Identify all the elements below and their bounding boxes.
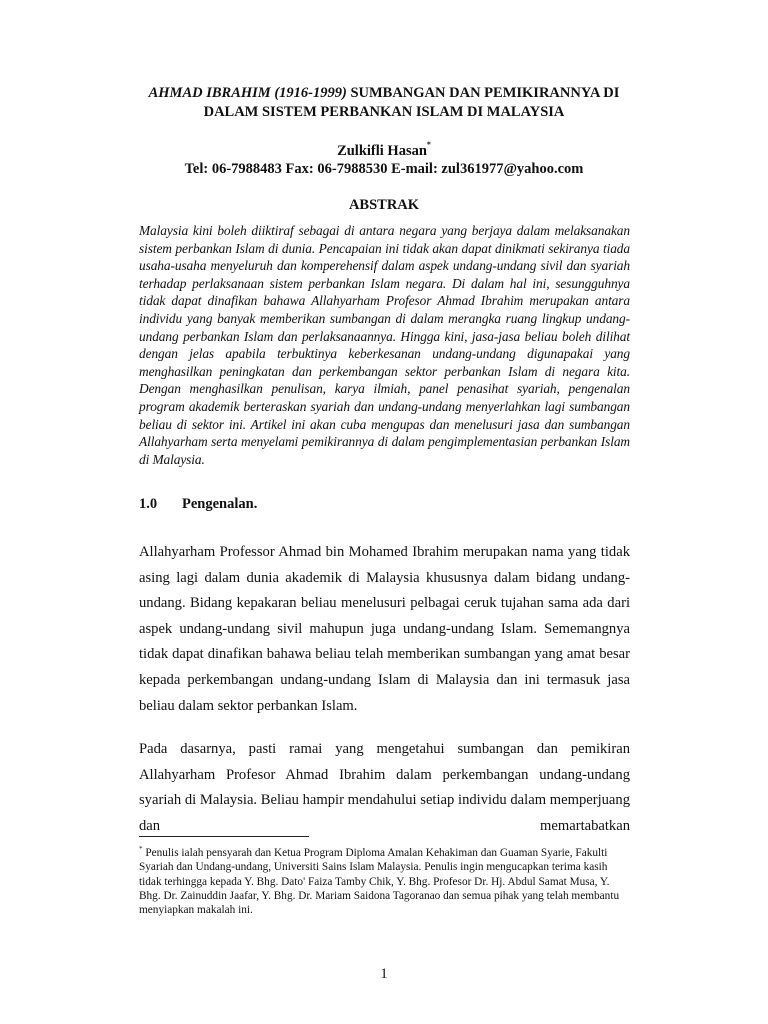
paragraph-2: Pada dasarnya, pasti ramai yang mengetahui sumbangan dan pemikiran Allahyarham Profesor Ahmad Ibrahim dalam perkembangan undang-undang syariah di Malaysia. Beliau hampir mendahului setiap individu dalam memperjuang dan memartabatkan <box>139 741 630 834</box>
section-title: Pengenalan. <box>182 496 258 512</box>
title-italic-part: AHMAD IBRAHIM (1916-1999) <box>148 85 347 101</box>
author-footnote-mark: * <box>426 140 431 149</box>
footnote <box>139 842 630 918</box>
abstract-text: Malaysia kini boleh diiktiraf sebagai di antara negara yang berjaya dalam melaksanakan sistem perbankan Islam di dunia. Pencapaian ini tidak akan dapat dinikmati sekiranya tiada usaha-usaha menyeluruh dan komperehensif dalam aspek undang-undang sivil dan syariah terhadap perlaksanaan sistem perbankan Islam negara. Di dalam hal ini, sesungguhnya tidak dapat dinafikan bahawa Allahyarham Profesor Ahmad Ibrahim merupakan antara individu yang banyak memberikan sumbangan di dalam merangka ruang lingkup undang-undang perbankan Islam dan perlaksanaannya. Hingga kini, jasa-jasa beliau boleh dilihat dengan jelas apabila terbuktinya keberkesanan undang-undang digunapakai yang menghasilkan peningkatan dan perkembangan sektor perbankan Islam di negara kita. Dengan menghasilkan penulisan, karya ilmiah, panel penasihat syariah, pengenalan program akademik berteraskan syariah dan undang-undang menyerlahkan lagi sumbangan beliau di sektor ini. Artikel ini akan cuba mengupas dan menelusuri jasa dan sumbangan Allahyarham serta menyelami pemikirannya di dalam pengimplementasian perbankan Islam di Malaysia. <box>139 223 630 467</box>
footnote-text: Penulis ialah pensyarah dan Ketua Program Diploma Amalan Kehakiman dan Guaman Syarie, Fakulti Syariah dan Undang-undang, Universiti Sains Islam Malaysia. Penulis ingin mengucapkan terima kasih tidak terhingga kepada Y. Bhg. Dato' Faiza Tamby Chik, Y. Bhg. Profesor Dr. Hj. Abdul Samat Musa, Y. Bhg. Dr. Zainuddin Jaafar, Y. Bhg. Dr. Mariam Saidona Tagoranao dan semua pihak yang telah membantu menyiapkan makalah ini. <box>139 846 620 917</box>
abstract-heading: ABSTRAK <box>348 197 420 213</box>
section-number: 1.0 <box>139 496 158 512</box>
title-line2: DALAM SISTEM PERBANKAN ISLAM DI MALAYSIA <box>203 104 565 120</box>
page-number: 1 <box>380 966 388 982</box>
footnote-mark: * <box>139 845 143 853</box>
paragraph-1: Allahyarham Professor Ahmad bin Mohamed Ibrahim merupakan nama yang tidak asing lagi dalam dunia akademik di Malaysia khususnya dalam bidang undang-undang. Bidang kepakaran beliau menelusuri pelbagai ceruk tujahan sama ada dari aspek undang-undang sivil mahupun juga undang-undang Islam. Sememangnya tidak dapat dinafikan bahawa beliau telah memberikan sumbangan yang amat besar kepada perkembangan undang-undang Islam di Malaysia dan ini termasuk jasa beliau dalam sektor perbankan Islam. <box>139 544 630 714</box>
title-line1-rest: SUMBANGAN DAN PEMIKIRANNYA DI <box>350 85 620 101</box>
author-block <box>120 138 648 178</box>
footnote-divider <box>139 836 309 837</box>
author-name: Zulkifli Hasan <box>337 142 427 159</box>
author-contact: Tel: 06-7988483 Fax: 06-7988530 E-mail: zul361977@yahoo.com <box>184 160 584 177</box>
paper-title <box>120 84 648 122</box>
section-heading <box>139 496 257 513</box>
